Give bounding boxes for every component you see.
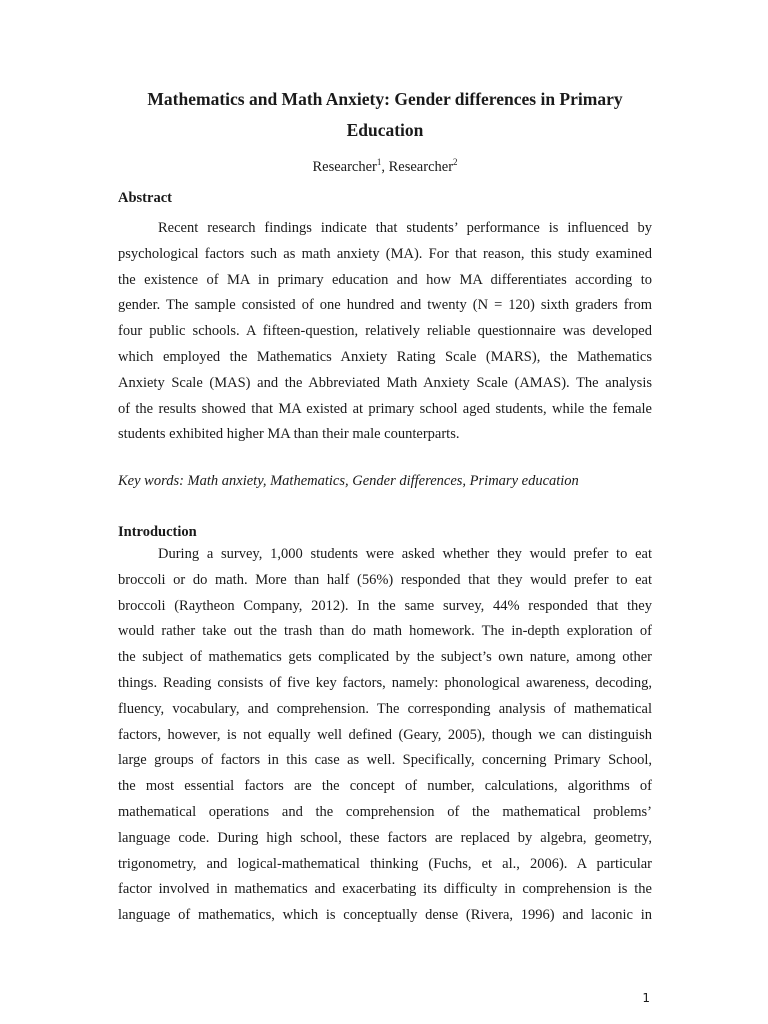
abstract-line: Recent research findings indicate that students’ performance is influenced by <box>158 220 652 236</box>
abstract-line: which employed the Mathematics Anxiety Rating Scale (MARS), the Mathematics <box>118 348 652 365</box>
abstract-line: four public schools. A fifteen-question, relatively reliable questionnaire was developed <box>118 323 652 340</box>
abstract-paragraph <box>118 216 652 448</box>
introduction-heading: Introduction <box>118 524 197 540</box>
introduction-line: broccoli or do math. More than half (56%) responded that they would prefer to eat <box>118 571 652 588</box>
abstract-line: of the results showed that MA existed at primary school aged students, while the female <box>118 400 652 417</box>
introduction-line: During a survey, 1,000 students were asked whether they would prefer to eat <box>158 546 652 562</box>
introduction-line: factor involved in mathematics and exacerbating its difficulty in comprehension is the <box>118 881 652 898</box>
introduction-line: language of mathematics, which is conceptually dense (Rivera, 1996) and laconic in <box>118 907 652 924</box>
author-2-name: Researcher <box>388 159 454 175</box>
paper-title: Mathematics and Math Anxiety: Gender differences in Primary Education <box>147 89 623 140</box>
introduction-line: the most essential factors are the concept of number, calculations, algorithms of <box>118 778 652 795</box>
introduction-line: things. Reading consists of five key factors, namely: phonological awareness, decoding, <box>118 674 652 691</box>
introduction-line: trigonometry, and logical-mathematical thinking (Fuchs, et al., 2006). A particular <box>118 855 652 872</box>
page-number: 1 <box>642 991 650 1005</box>
introduction-line: would rather take out the trash than do math homework. The in-depth exploration of <box>118 623 652 640</box>
abstract-line: the existence of MA in primary education and how MA differentiates according to <box>118 271 652 288</box>
introduction-paragraph <box>118 542 652 929</box>
introduction-line: the subject of mathematics gets complicated by the subject’s own nature, among other <box>118 649 652 666</box>
author-2-affiliation: 2 <box>453 157 458 168</box>
author-separator: , <box>381 159 389 175</box>
introduction-line: factors, however, is not equally well defined (Geary, 2005), though we can distinguish <box>118 726 652 743</box>
abstract-line: Anxiety Scale (MAS) and the Abbreviated Math Anxiety Scale (AMAS). The analysis <box>118 374 652 391</box>
abstract-line: gender. The sample consisted of one hundred and twenty (N = 120) sixth graders from <box>118 297 652 314</box>
introduction-line: large groups of factors in this case as well. Specifically, concerning Primary School, <box>118 752 652 769</box>
abstract-line: psychological factors such as math anxiety (MA). For that reason, this study examined <box>118 245 652 262</box>
author-line <box>118 155 652 179</box>
introduction-line: fluency, vocabulary, and comprehension. The corresponding analysis of mathematical <box>118 700 652 717</box>
introduction-line: language code. During high school, these factors are replaced by algebra, geometry, <box>118 829 652 846</box>
introduction-line: broccoli (Raytheon Company, 2012). In the same survey, 44% responded that they <box>118 597 652 614</box>
author-1-affiliation: 1 <box>376 157 382 168</box>
abstract-line: students exhibited higher MA than their male counterparts. <box>118 426 460 443</box>
introduction-line: mathematical operations and the comprehension of the mathematical problems’ <box>118 803 652 820</box>
keywords-line: Key words: Math anxiety, Mathematics, Gender differences, Primary education <box>118 473 579 489</box>
author-1-name: Researcher <box>312 159 377 175</box>
abstract-heading: Abstract <box>118 190 172 206</box>
